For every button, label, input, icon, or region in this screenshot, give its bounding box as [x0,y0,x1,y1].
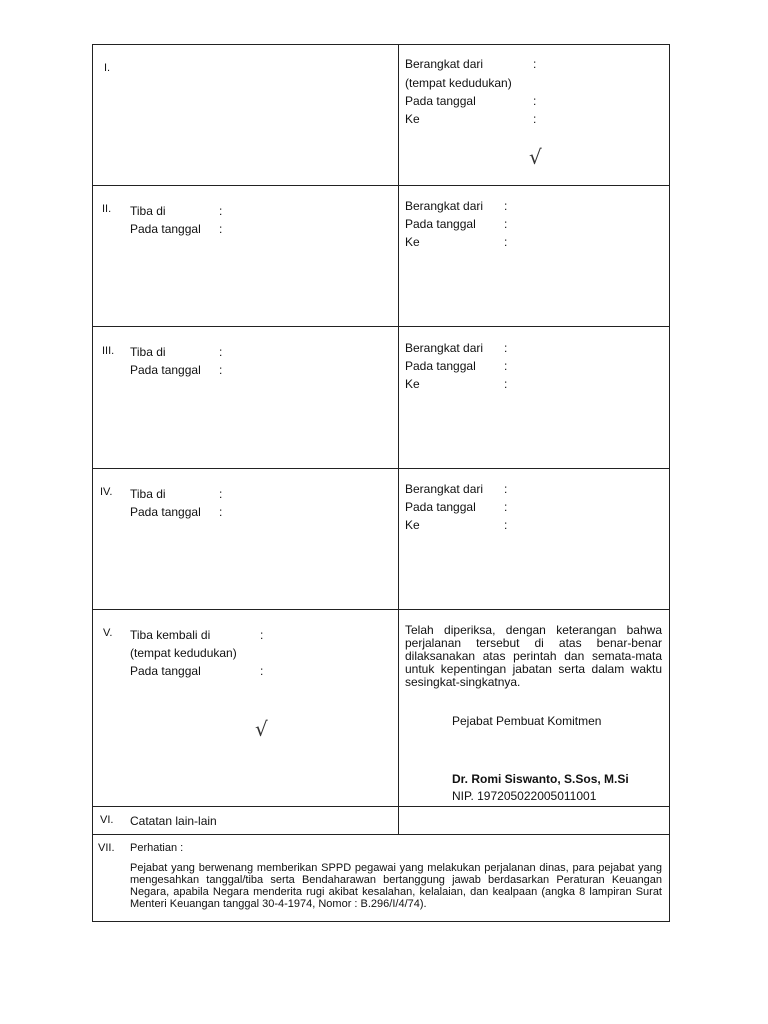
date-label: Pada tanggal [405,359,476,373]
depart-from-label: Berangkat dari [405,199,484,213]
separator: : [504,500,508,514]
row-divider [92,185,670,186]
row-divider [92,834,670,835]
notes-label: Catatan lain-lain [130,814,217,828]
separator: : [219,487,223,501]
row-number-ii: II. [102,203,112,215]
depart-from-label: Berangkat dari [405,341,484,355]
date-label: Pada tanggal [405,94,476,108]
official-nip: NIP. 197205022005011001 [452,789,597,803]
to-label: Ke [405,235,420,249]
arrive-label: Tiba di [130,487,166,501]
official-title: Pejabat Pembuat Komitmen [452,714,602,728]
depart-from-label: Berangkat dari [405,482,484,496]
separator: : [219,204,223,218]
separator: : [533,112,537,126]
row-number-iv: IV. [100,486,113,498]
row-divider [92,806,670,807]
separator: : [504,341,508,355]
to-label: Ke [405,518,420,532]
separator: : [504,235,508,249]
check-mark: √ [529,145,542,169]
date-label: Pada tanggal [130,505,201,519]
separator: : [219,222,223,236]
arrive-label: Tiba di [130,345,166,359]
to-label: Ke [405,377,420,391]
return-arrive-label: Tiba kembali di [130,628,211,642]
separator: : [504,199,508,213]
to-label: Ke [405,112,420,126]
separator: : [533,57,537,71]
column-divider [398,44,399,834]
date-label: Pada tanggal [130,664,201,678]
separator: : [219,345,223,359]
attention-title: Perhatian : [130,842,184,854]
separator: : [260,628,264,642]
origin-note: (tempat kedudukan) [405,76,512,90]
row-divider [92,468,670,469]
separator: : [260,664,264,678]
separator: : [504,217,508,231]
separator: : [219,505,223,519]
arrive-label: Tiba di [130,204,166,218]
attention-text: Pejabat yang berwenang memberikan SPPD pegawai yang melakukan perjalanan dinas, para pejabat yang mengesahkan tanggal/tiba serta Bendaharawan bertanggung jawab berdasarkan Peraturan Keuangan Negara, apabila Negara menderita rugi akibat kesalahan, kelalaian, dan kealpaan (angka 8 lampiran Surat Menteri Keuangan tanggal 30-4-1974, Nomor : B.296/I/4/74). [130,862,662,910]
row-divider [92,326,670,327]
separator: : [504,518,508,532]
row-number-iii: III. [102,345,115,357]
verification-statement: Telah diperiksa, dengan keterangan bahwa perjalanan tersebut di atas benar-benar dilaksanakan atas perintah dan semata-mata untuk kepentingan jabatan serta dalam waktu sesingkat-singkatnya. [405,623,662,689]
official-name: Dr. Romi Siswanto, S.Sos, M.Si [452,772,629,786]
separator: : [533,94,537,108]
separator: : [504,377,508,391]
row-number-i: I. [104,62,111,74]
check-mark: √ [255,717,268,741]
date-label: Pada tanggal [130,222,201,236]
separator: : [219,363,223,377]
row-number-vi: VI. [100,814,114,826]
date-label: Pada tanggal [405,500,476,514]
depart-from-label: Berangkat dari [405,57,484,71]
date-label: Pada tanggal [130,363,201,377]
row-number-v: V. [103,627,113,639]
row-number-vii: VII. [98,842,115,854]
origin-note: (tempat kedudukan) [130,646,237,660]
date-label: Pada tanggal [405,217,476,231]
separator: : [504,359,508,373]
separator: : [504,482,508,496]
row-divider [92,609,670,610]
